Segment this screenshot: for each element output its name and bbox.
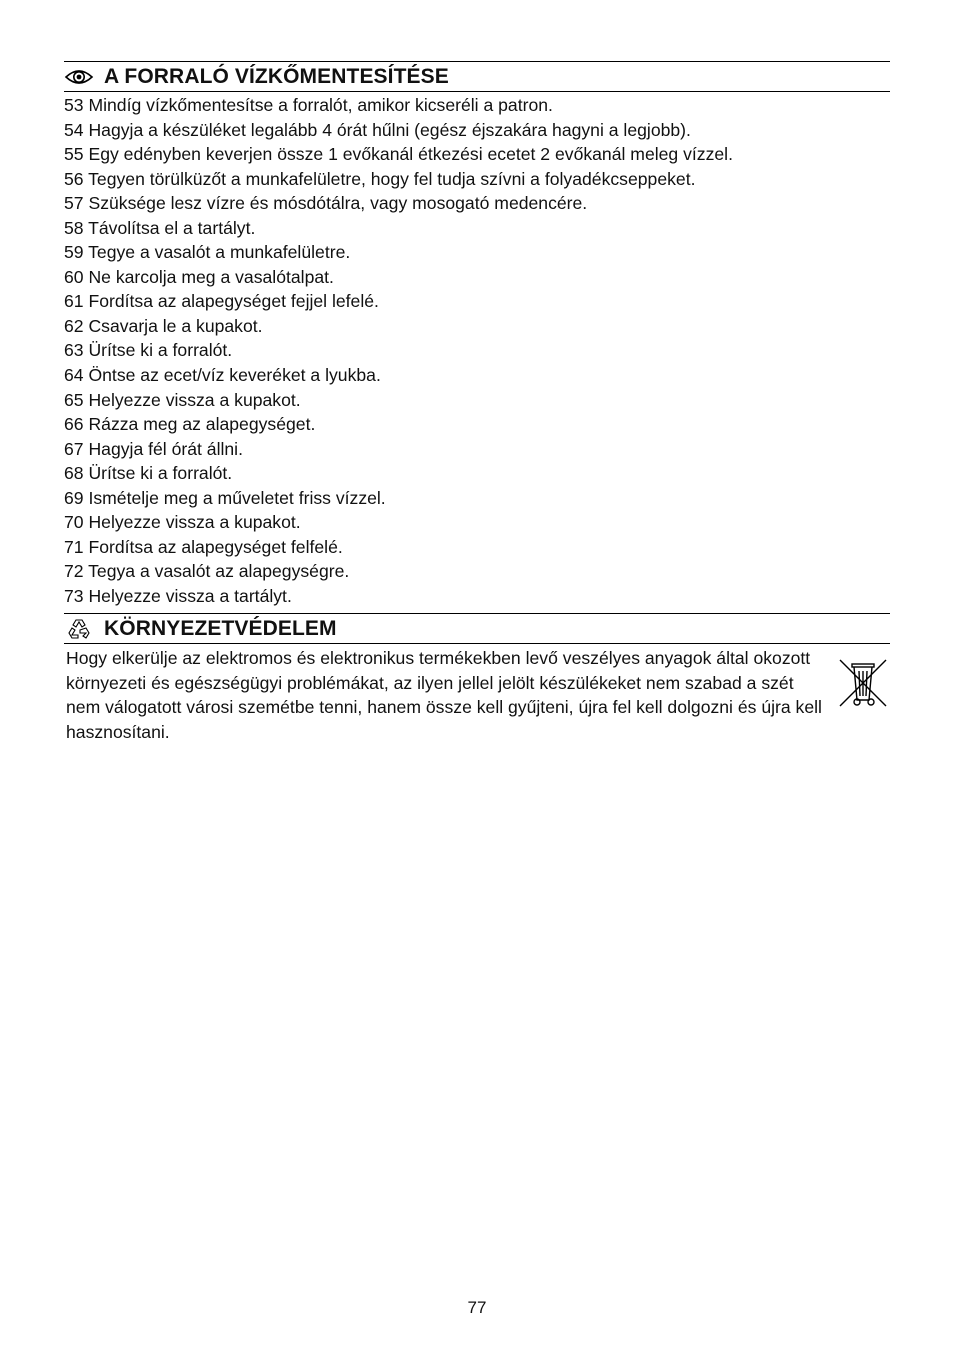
list-item: 69 Ismételje meg a műveletet friss vízzel. — [64, 487, 386, 508]
list-item: 67 Hagyja fél órát állni. — [64, 438, 243, 459]
list-item: 66 Rázza meg az alapegységet. — [64, 414, 316, 435]
section-header-descaling — [64, 61, 890, 92]
eye-icon — [64, 66, 94, 88]
list-item: 70 Helyezze vissza a kupakot. — [64, 512, 301, 533]
list-item: 58 Távolítsa el a tartályt. — [64, 217, 256, 238]
page-number: 77 — [467, 1298, 487, 1317]
list-item: 62 Csavarja le a kupakot. — [64, 315, 263, 336]
crossed-out-bin-icon — [836, 656, 890, 710]
list-item: 71 Fordítsa az alapegységet felfelé. — [64, 536, 343, 557]
list-item: 54 Hagyja a készüléket legalább 4 órát hűlni (egész éjszakára hagyni a legjobb). — [64, 119, 691, 140]
list-item: 53 Mindíg vízkőmentesítse a forralót, amikor kicseréli a patron. — [64, 95, 553, 115]
descaling-steps-list — [64, 93, 733, 608]
list-item: 68 Ürítse ki a forralót. — [64, 463, 233, 484]
list-item: 56 Tegyen törülküzőt a munkafelületre, hogy fel tudja szívni a folyadékcseppeket. — [64, 168, 696, 189]
list-item: 65 Helyezze vissza a kupakot. — [64, 389, 301, 410]
list-item: 63 Ürítse ki a forralót. — [64, 340, 233, 361]
list-item: 61 Fordítsa az alapegységet fejjel lefelé. — [64, 291, 379, 312]
list-item: 64 Öntse az ecet/víz keveréket a lyukba. — [64, 365, 381, 386]
list-item: 73 Helyezze vissza a tartályt. — [64, 585, 292, 606]
list-item: 57 Szüksége lesz vízre és mósdótálra, vagy mosogató medencére. — [64, 193, 588, 214]
section-title: A FORRALÓ VÍZKŐMENTESÍTÉSE — [104, 64, 449, 88]
section-title: KÖRNYEZETVÉDELEM — [104, 616, 337, 640]
recycle-icon — [64, 618, 94, 640]
environment-paragraph: Hogy elkerülje az elektromos és elektronikus termékekben levő veszélyes anyagok által okozott környezeti és egészségügyi problémákat, az ilyen jellel jelölt készülékeket nem szabad a szét nem válogatott városi szemétbe tenni, hanem össze kell gyűjteni, újra fel kell dolgozni és újra kell hasznosítani. — [66, 648, 822, 742]
list-item: 72 Tegya a vasalót az alapegységre. — [64, 561, 350, 582]
list-item: 60 Ne karcolja meg a vasalótalpat. — [64, 266, 334, 287]
list-item: 59 Tegye a vasalót a munkafelületre. — [64, 242, 351, 263]
section-header-environment — [64, 613, 890, 644]
list-item: 55 Egy edényben keverjen össze 1 evőkanál étkezési ecetet 2 evőkanál meleg vízzel. — [64, 144, 733, 165]
